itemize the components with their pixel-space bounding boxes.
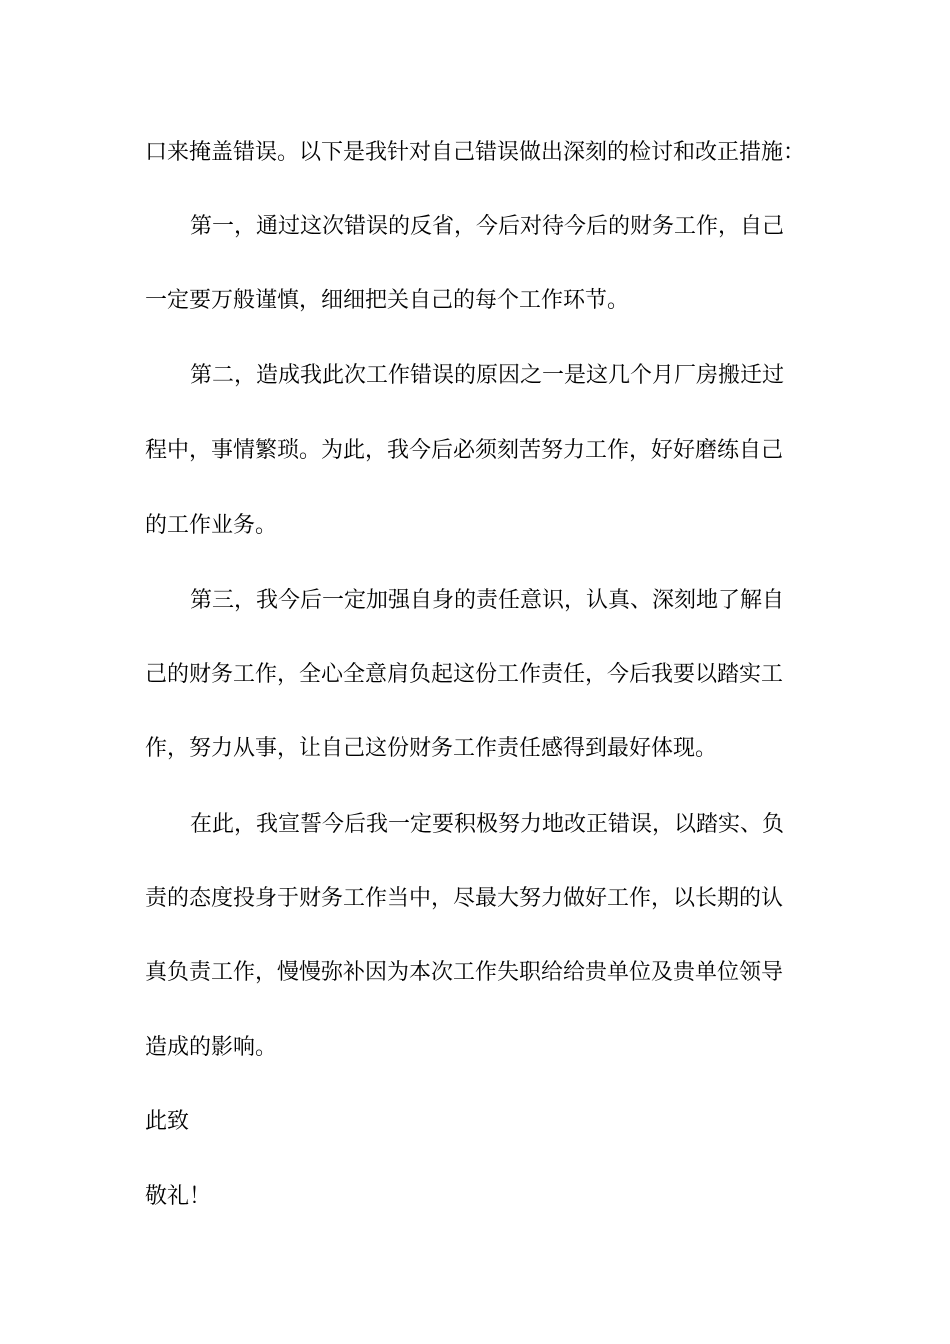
text-line: 己的财务工作，全心全意肩负起这份工作责任，今后我要以踏实工 bbox=[145, 662, 784, 687]
text-line: 造成的影响。 bbox=[145, 1035, 278, 1060]
paragraph-second-start: 第二，造成我此次工作错误的原因之一是这几个月厂房搬迁过 bbox=[190, 363, 785, 388]
text-line: 程中，事情繁琐。为此，我今后必须刻苦努力工作，好好磨练自己 bbox=[145, 438, 784, 463]
closing-salutation: 此致 bbox=[145, 1109, 190, 1134]
text-line: 真负责工作，慢慢弥补因为本次工作失职给给贵单位及贵单位领导 bbox=[145, 960, 784, 985]
paragraph-third-start: 第三，我今后一定加强自身的责任意识，认真、深刻地了解自 bbox=[190, 588, 785, 613]
paragraph-pledge-start: 在此，我宣誓今后我一定要积极努力地改正错误，以踏实、负 bbox=[190, 812, 785, 837]
closing-regards: 敬礼！ bbox=[145, 1184, 212, 1209]
text-line: 作，努力从事，让自己这份财务工作责任感得到最好体现。 bbox=[145, 736, 718, 761]
text-line: 口来掩盖错误。以下是我针对自己错误做出深刻的检讨和改正措施： bbox=[145, 140, 806, 165]
text-line: 的工作业务。 bbox=[145, 513, 278, 538]
text-line: 一定要万般谨慎，细细把关自己的每个工作环节。 bbox=[145, 288, 630, 313]
paragraph-first-start: 第一，通过这次错误的反省，今后对待今后的财务工作，自己 bbox=[190, 214, 785, 239]
text-line: 责的态度投身于财务工作当中，尽最大努力做好工作，以长期的认 bbox=[145, 886, 784, 911]
